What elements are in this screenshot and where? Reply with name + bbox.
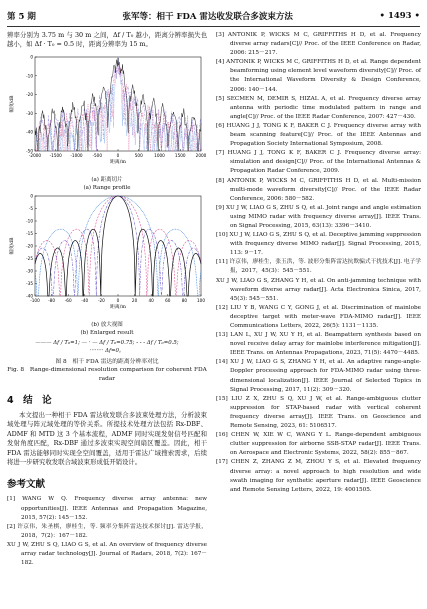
right-column bbox=[216, 31, 421, 495]
y-tick-label: 0 bbox=[30, 193, 33, 199]
x-tick-label: -1500 bbox=[49, 152, 62, 158]
x-tick-label: 0 bbox=[116, 297, 120, 303]
running-title: 张军等：相干 FDA 雷达收发联合多波束方法 bbox=[122, 12, 293, 22]
y-tick-label: -10 bbox=[26, 218, 33, 224]
x-tick-label: 2000 bbox=[195, 152, 207, 158]
y-tick-label: -20 bbox=[26, 243, 33, 249]
figure-8 bbox=[7, 53, 207, 383]
y-tick-label: -40 bbox=[26, 293, 33, 299]
x-tick-label: -100 bbox=[30, 297, 40, 303]
figure-8b-plot bbox=[7, 192, 207, 316]
intro-paragraph: 辨率分别为 3.75 m 与 30 m 之间，Δf / T₀ 越小，距离分辨率损失也越小，如 Δf · T₀ = 0.5 时，距离分辨率为 15 m。 bbox=[7, 31, 207, 49]
references-heading: 参考文献 bbox=[7, 479, 46, 491]
curve-1 bbox=[35, 196, 201, 296]
y-tick-label: -30 bbox=[26, 110, 33, 116]
curve-0.75 bbox=[35, 58, 201, 151]
reference-item: [16] CHEN W, XIE W C, WANG Y L. Range-dependent ambiguous clutter suppression for airborne SSB-STAP radar[J]. IEEE Trans. on Aerospace and Electronic Systems, 2022, 58(2): 855－867. bbox=[216, 432, 421, 457]
x-tick-label: 0 bbox=[116, 152, 120, 158]
reference-item: XU J W, LIAO G S, ZHANG Y H, et al. On anti-jamming technique with waveform diverse array radar[J]. Acta Electronica Sinica, 2017, 45(3): 545－551. bbox=[216, 277, 421, 302]
x-tick-label: 500 bbox=[134, 152, 143, 158]
running-header bbox=[7, 9, 420, 23]
curve-0.5 bbox=[35, 60, 201, 151]
y-tick-label: -50 bbox=[26, 148, 33, 154]
figure-8a-plot bbox=[7, 53, 207, 171]
reference-item: [7] HUANG J J, TONG K F, BAKER C J. Frequency diverse array: simulation and design[C]// Proc. of the International Antennas & Propagation Radar Conference, 2009. bbox=[216, 150, 421, 175]
y-tick-label: 0 bbox=[30, 54, 33, 60]
y-tick-label: -25 bbox=[26, 255, 33, 261]
reference-item: [12] LIU Y B, WANG C Y, GONG J, et al. Discrimination of mainlobe deceptive target with meter-wave FDA-MIMO radar[J]. IEEE Communications Letters, 2022, 26(5): 1131－1135. bbox=[216, 304, 421, 329]
reference-item: [14] XU J W, LIAO G S, ZHANG Y H, et al. An adaptive range-angle-Doppler processing approach for FDA-MIMO radar using three-dimensional localization[J]. IEEE Journal of Selected Topics in Signal Processing, 2017, 11(2): 309－320. bbox=[216, 359, 421, 393]
y-tick-label: -10 bbox=[26, 73, 33, 79]
reference-item: [2] 许京伟，朱圣棋，廖桂生，等. 频率分集阵雷达技术探讨[J]. 雷达学报，2018，7(2)：167－182. bbox=[7, 523, 207, 539]
x-tick-label: -1000 bbox=[70, 152, 83, 158]
reference-item: [13] LAN L, XU J W, XU Y H, et al. Beampattern synthesis based on novel receive delay array for mainlobe interference mitigation[J]. IEEE Trans. on Antennas Propagations, 2023, 71(5): 4470－4485. bbox=[216, 332, 421, 357]
reference-item: [9] XU J W, LIAO G S, ZHU S Q, et al. Joint range and angle estimation using MIMO radar with frequency diverse array[J]. IEEE Trans. on Signal Processing, 2015, 63(13): 3396－3410. bbox=[216, 204, 421, 229]
curve-0.75 bbox=[35, 196, 201, 296]
x-tick-label: -40 bbox=[81, 297, 89, 303]
figure-8-caption: 图 8 相干 FDA 雷达的距离分辨率对比 Fig. 8 Range-dimensional resolution comparison for coherent FDA radar bbox=[7, 358, 207, 382]
x-tick-label: 1500 bbox=[174, 152, 186, 158]
x-tick-label: 40 bbox=[148, 297, 154, 303]
x-tick-label: -80 bbox=[48, 297, 56, 303]
x-tick-label: 1000 bbox=[154, 152, 165, 158]
y-tick-label: -35 bbox=[26, 280, 33, 286]
page-number: • 1493 • bbox=[379, 11, 420, 21]
reference-item: [4] ANTONIK P, WICKS M C, GRIFFITHS H D, et al. Range dependent beamforming using element level waveform diversity[C]// Proc. of the International Waveform Diversity & Design Conference, 2006: 140－144. bbox=[216, 59, 421, 93]
y-tick-label: -30 bbox=[26, 268, 33, 274]
reference-item: [8] ANTONIK P, WICKS M C, GRIFFITHS H D, et al. Multi-mission multi-mode waveform diversity[C]// Proc. of the IEEE Radar Conference, 2006: 580－582. bbox=[216, 177, 421, 202]
curve-delta-f-0 bbox=[35, 58, 201, 151]
x-axis-label: 距离/m bbox=[110, 304, 126, 310]
left-column bbox=[7, 31, 207, 568]
figure-8-legend: ——— Δf / T₀=1; — · — Δf / T₀=0.75; - - - Δf / T₀=0.5; ········ Δf=0。 bbox=[35, 339, 179, 354]
reference-item: XU J W, ZHU S Q, LIAO G S, et al. An overview of frequency diverse array radar technology[J]. Journal of Radars, 2018, 7(2): 167－182. bbox=[7, 541, 207, 567]
issue-number: 第 5 期 bbox=[7, 12, 36, 22]
x-tick-label: 80 bbox=[181, 297, 188, 303]
figure-8b-caption: (b) 放大视图 (b) Enlarged result bbox=[80, 321, 134, 336]
curve-1 bbox=[35, 58, 201, 151]
y-tick-label: -20 bbox=[26, 91, 33, 97]
x-tick-label: -20 bbox=[97, 297, 105, 303]
references-list-left bbox=[7, 495, 207, 568]
curve-delta-f-0 bbox=[35, 196, 201, 296]
reference-item: [11] 许京伟，廖桂生，张玉洪，等. 波形分集阵雷达抗欺骗式干扰技术[J]. 电子学报，2017，45(3)：545－551. bbox=[216, 259, 421, 275]
reference-item: [3] ANTONIK P, WICKS M C, GRIFFITHS H D, et al. Frequency diverse array radars[C]// Proc. of the IEEE Conference on Radar, 2006: 215－217. bbox=[216, 32, 421, 57]
y-tick-label: -40 bbox=[26, 129, 33, 135]
reference-item: [10] XU J W, LIAO G S, ZHU S Q, et al. Deceptive jamming suppression with frequency diverse MIMO radar[J]. Signal Processing, 2015, 113: 9－17. bbox=[216, 232, 421, 257]
x-tick-label: -500 bbox=[92, 152, 103, 158]
reference-item: [17] CHEN Z, ZHANG Z M, ZHOU Y S, et al. Elevated frequency diverse array: a novel approach to high resolution and wide swath imaging for synthetic aperture radar[J]. IEEE Geoscience and Remote Sensing Letters, 2022, 19: 4001505. bbox=[216, 459, 421, 493]
plot-frame bbox=[35, 196, 201, 296]
y-tick-label: -15 bbox=[26, 230, 33, 236]
figure-8a-caption: (a) 距离切片 (a) Range profile bbox=[83, 176, 131, 191]
header-rule bbox=[7, 26, 420, 27]
x-tick-label: -60 bbox=[64, 297, 72, 303]
section-4-heading: 4 结 论 bbox=[7, 395, 52, 407]
curve-0.5 bbox=[35, 196, 201, 296]
x-axis-label: 距离/m bbox=[110, 159, 126, 165]
x-tick-label: 100 bbox=[197, 297, 205, 303]
reference-item: [15] LIU Z X, ZHU S Q, XU J W, et al. Range-ambiguous clutter suppression for STAP-based radar with vertical coherent frequency diverse array[J]. IEEE Trans. on Geoscience and Remote Sensing, 2023, 61: 5106517. bbox=[216, 395, 421, 430]
reference-item: [5] SECMEN M, DEMIR S, HIZAL A, et al. Frequency diverse array antenna with periodic time modulated pattern in range and angle[C]// Proc. of the IEEE Radar Conference, 2007: 427－430. bbox=[216, 95, 421, 120]
y-axis-label: 幅度/dB bbox=[10, 237, 15, 255]
references-list-right bbox=[216, 31, 421, 495]
reference-item: [1] WANG W Q. Frequency diverse array antenna: new opportunities[J]. IEEE Antennas and Propagation Magazine, 2015, 57(2): 145－152. bbox=[7, 496, 207, 521]
x-tick-label: -2000 bbox=[28, 152, 42, 158]
y-axis-label: 幅度/dB bbox=[10, 95, 15, 113]
x-tick-label: 60 bbox=[165, 297, 171, 303]
x-tick-label: 20 bbox=[131, 297, 138, 303]
reference-item: [6] HUANG J J, TONG K F, BAKER C J. Frequency diverse array with beam scanning feature[C]// Proc. of the IEEE Antennas and Propagation Society International Symposium, 2008. bbox=[216, 122, 421, 148]
conclusion-paragraph: 本文提出一种相干 FDA 雷达收发联合多波束处理方法，分析波束域处理与阵元域处理的等价关系。所提技术处理方法包括 Rx-DBF、ADMF 和 MTD 这 3 个基本流程，ADMF 同时实现发射信号匹配和发射角度匹配，Rx-DBF 通过多波束实现空间扇区覆盖。因此，相干 FDA 雷达能够同时实现全空间覆盖，适用于雷达广域搜索需求，后续将进一步研究收发联合域波束形成低开销设计。 bbox=[7, 411, 207, 467]
y-tick-label: -5 bbox=[28, 205, 33, 211]
